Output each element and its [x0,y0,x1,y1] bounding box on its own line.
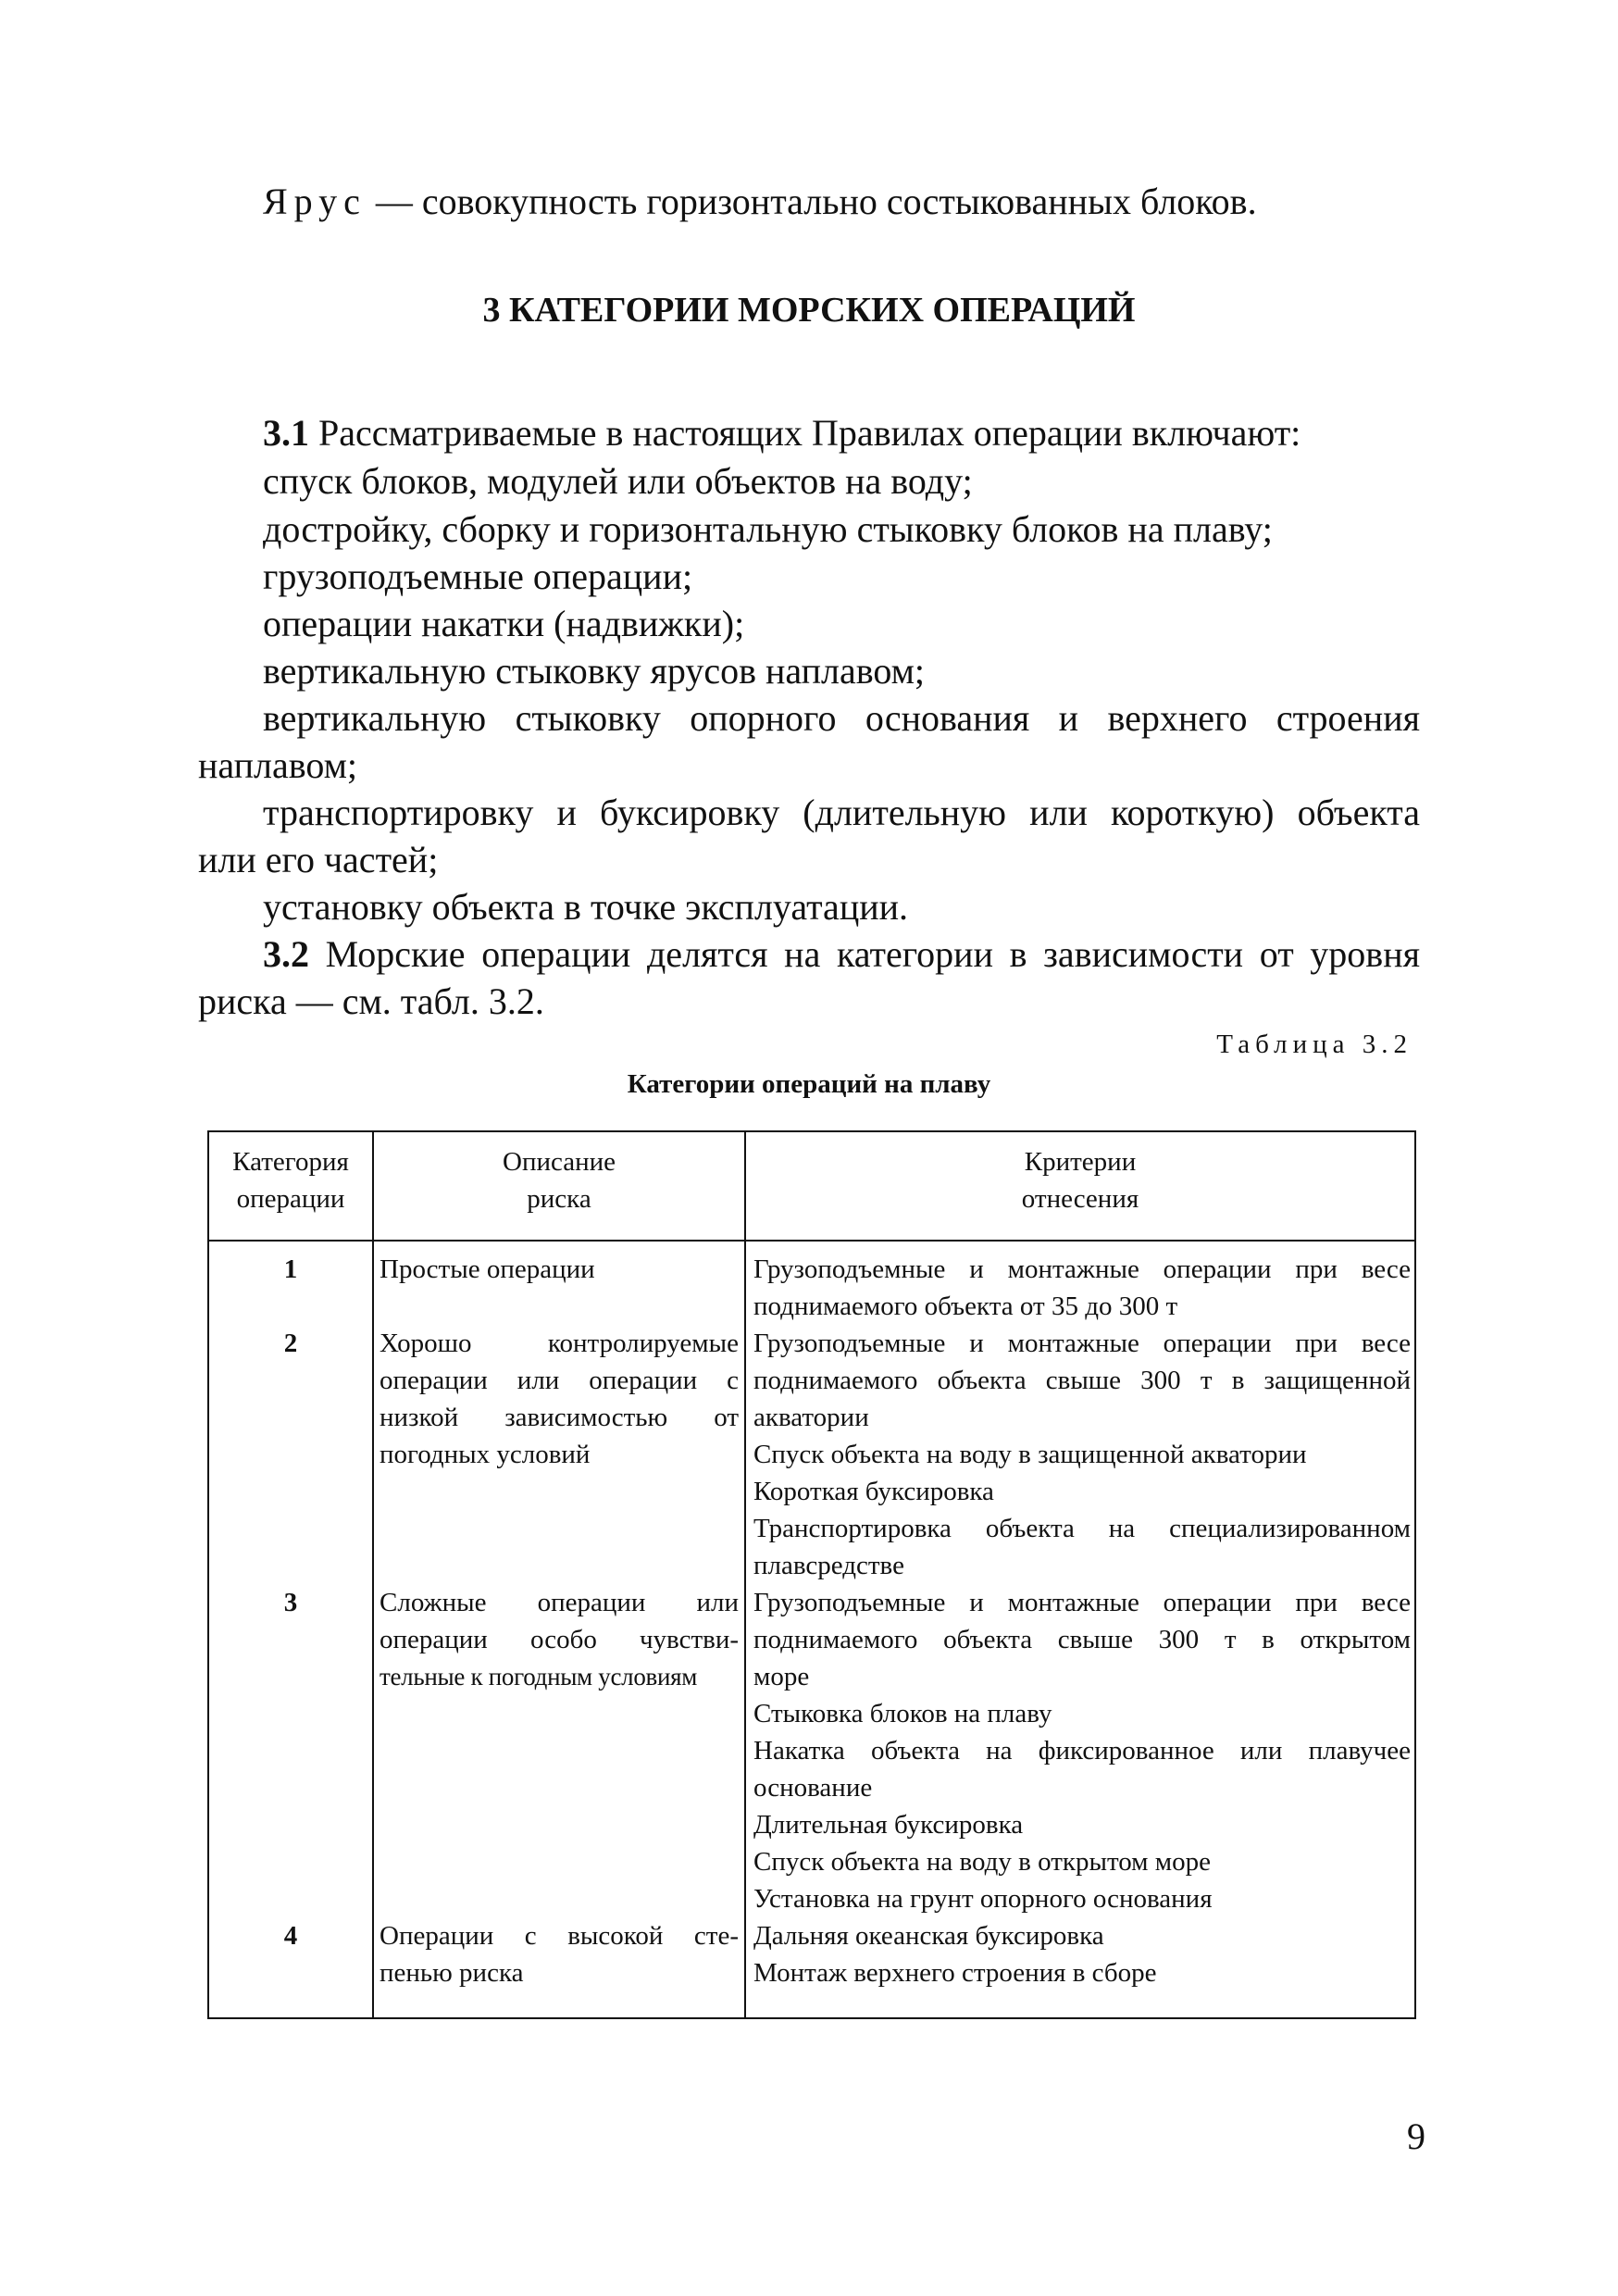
list-item: вертикальную стыковку ярусов наплавом; [263,650,925,692]
list-item: грузоподъемные операции; [263,555,693,597]
table-row-4-description: Операции с высокой сте- пенью риска [380,1921,739,1988]
list-item: спуск блоков, модулей или объектов на воду; [263,460,973,502]
table-row-4-category: 4 [283,1921,298,1951]
section-heading: 3 КАТЕГОРИИ МОРСКИХ ОПЕРАЦИЙ [482,291,1136,330]
header-criteria: Критерии отнесения [1021,1147,1139,1214]
term-definition-text: — совокупность горизонтально состыкованных блоков. [375,181,1257,222]
table-row-2-criteria: Грузоподъемные и монтажные операции при весе поднимаемого объекта свыше 300 т в защищенной акватории Спуск объекта на воду в защищенной акватории Короткая буксировка Транспортировка объекта на специализированном плавсредстве [753,1329,1411,1580]
term-definition [263,178,1257,226]
paragraph-3-1-lead [263,409,1301,457]
table-row-3-criteria: Грузоподъемные и монтажные операции при весе поднимаемого объекта свыше 300 т в открытом море Стыковка блоков на плаву Накатка объекта на фиксированное или плавучее основание Длительная буксировка Спуск объекта на воду в открытом море Установка на грунт опорного основания [753,1588,1411,1914]
paragraph-3-2-continuation: риска — см. табл. 3.2. [198,980,544,1022]
list-item: вертикальную стыковку опорного основания и верхнего строения [263,697,1420,739]
list-item: операции накатки (надвижки); [263,603,745,644]
table-caption: Категории операций на плаву [627,1069,991,1099]
paragraph-3-2-number: 3.2 [263,933,309,975]
list-item-continuation: наплавом; [198,744,358,786]
paragraph-3-2 [263,930,1420,979]
table-row-2-description: Хорошо контролируемые операции или операции с низкой зависимостью от погодных условий [380,1329,739,1469]
table-row-1-criteria: Грузоподъемные и монтажные операции при весе поднимаемого объекта от 35 до 300 т [753,1254,1411,1321]
term-yarus: Ярус [263,181,367,222]
table-label: Таблица 3.2 [1216,1029,1413,1059]
table-row-4-criteria: Дальняя океанская буксировка Монтаж верхнего строения в сборе [753,1921,1157,1988]
list-item-continuation: или его частей; [198,839,439,880]
page-number: 9 [1407,2115,1425,2157]
table-row-1-category: 1 [283,1254,298,1284]
table-header-divider [207,1240,1416,1242]
list-item: транспортировку и буксировку (длительную или короткую) объекта [263,792,1420,833]
table-row-1-description: Простые операции [380,1254,595,1284]
table-border-top [207,1130,1416,1132]
table-row-2-category: 2 [283,1329,298,1358]
header-category: Категория операции [232,1147,349,1214]
header-risk-description: Описание риска [503,1147,616,1214]
table-border-bottom [207,2017,1416,2019]
list-item: установку объекта в точке эксплуатации. [263,886,909,928]
table-row-3-description: Сложные операции или операции особо чувстви- тельные к погодным условиям [380,1588,739,1691]
paragraph-3-1-lead-text: Рассматриваемые в настоящих Правилах операции включают: [318,412,1301,454]
table-divider-2 [744,1130,746,2019]
paragraph-3-1-number: 3.1 [263,412,309,454]
table-row-3-category: 3 [283,1588,298,1617]
table-border-right [1414,1130,1416,2019]
categories-table [207,1130,1416,2019]
list-item: достройку, сборку и горизонтальную стыковку блоков на плаву; [263,508,1273,550]
paragraph-3-2-text: Морские операции делятся на категории в зависимости от уровня [325,933,1420,975]
